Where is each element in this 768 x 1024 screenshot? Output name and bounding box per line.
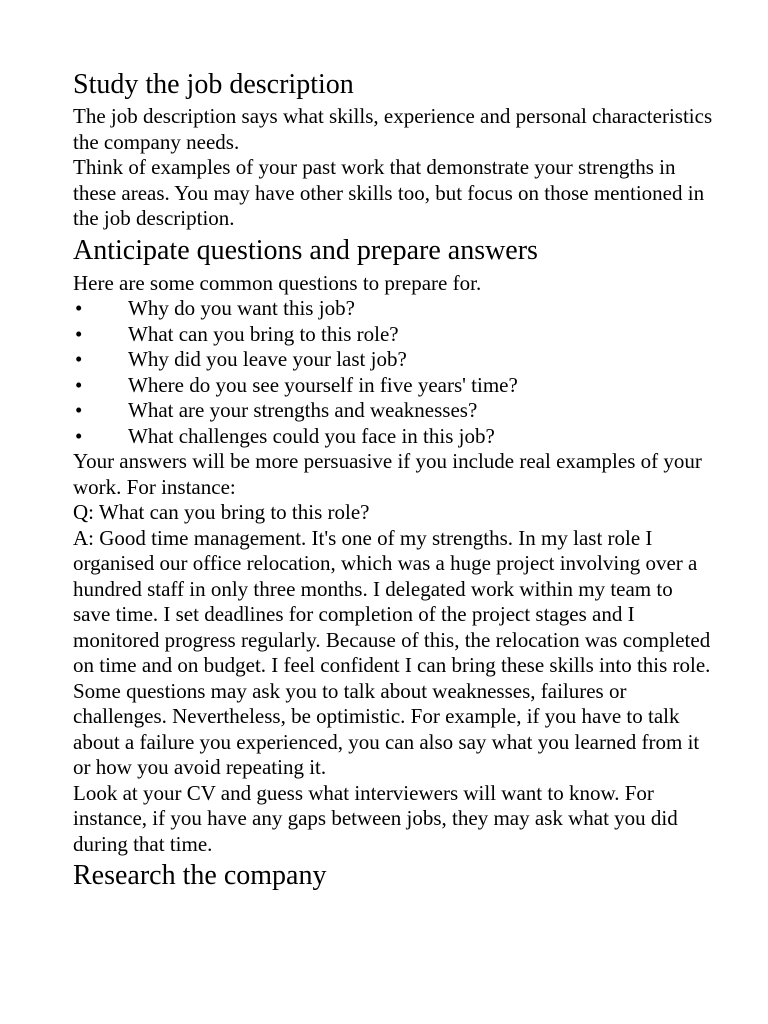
heading-study-job-description: Study the job description xyxy=(73,69,354,100)
list-item xyxy=(73,373,713,399)
paragraph-example-question: Q: What can you bring to this role? xyxy=(73,500,370,524)
common-questions-list xyxy=(73,296,713,449)
list-item-text: Why did you leave your last job? xyxy=(128,347,407,371)
heading-research-company: Research the company xyxy=(73,860,327,891)
paragraph-weaknesses: Some questions may ask you to talk about weaknesses, failures or challenges. Nevertheless, be optimistic. For example, if you have to talk about a failure you experienced, you can also say what you learned from it or how you avoid repeating it. xyxy=(73,678,700,779)
bullet-icon: • xyxy=(75,372,83,397)
list-item xyxy=(73,424,713,450)
document-page xyxy=(73,68,713,893)
list-item xyxy=(73,296,713,322)
list-item-text: What challenges could you face in this job? xyxy=(128,423,495,448)
list-item xyxy=(73,398,713,424)
list-item-text: Why do you want this job? xyxy=(128,296,355,320)
bullet-icon: • xyxy=(75,423,83,448)
heading-anticipate-questions: Anticipate questions and prepare answers xyxy=(73,234,538,266)
paragraph-example-answer: A: Good time management. It's one of my strengths. In my last role I organised our office relocation, which was a huge project involving over a hundred staff in only three months. I delegated work within my team to save time. I set deadlines for completion of the project stages and I monitored progress regularly. Because of this, the relocation was completed on time and on budget. I feel confident I can bring these skills into this role. xyxy=(73,525,711,677)
list-item-text: What can you bring to this role? xyxy=(128,321,399,346)
list-item-text: What are your strengths and weaknesses? xyxy=(128,398,478,422)
paragraph-look-at-cv: Look at your CV and guess what interviewers will want to know. For instance, if you have any gaps between jobs, they may ask what you did during that time. xyxy=(73,780,678,856)
paragraph-think-of-examples: Think of examples of your past work that demonstrate your strengths in these areas. You may have other skills too, but focus on those mentioned in the job description. xyxy=(73,155,705,230)
paragraph-job-description-says: The job description says what skills, experience and personal characteristics the company needs. xyxy=(73,104,713,154)
bullet-icon: • xyxy=(75,347,83,371)
list-item-text: Where do you see yourself in five years' time? xyxy=(128,372,518,397)
paragraph-common-questions-intro: Here are some common questions to prepare for. xyxy=(73,270,482,295)
list-item xyxy=(73,347,713,373)
bullet-icon: • xyxy=(75,321,83,346)
bullet-icon: • xyxy=(75,296,83,320)
paragraph-persuasive-answers: Your answers will be more persuasive if you include real examples of your work. For instance: xyxy=(73,449,702,499)
bullet-icon: • xyxy=(75,398,83,422)
list-item xyxy=(73,322,713,348)
